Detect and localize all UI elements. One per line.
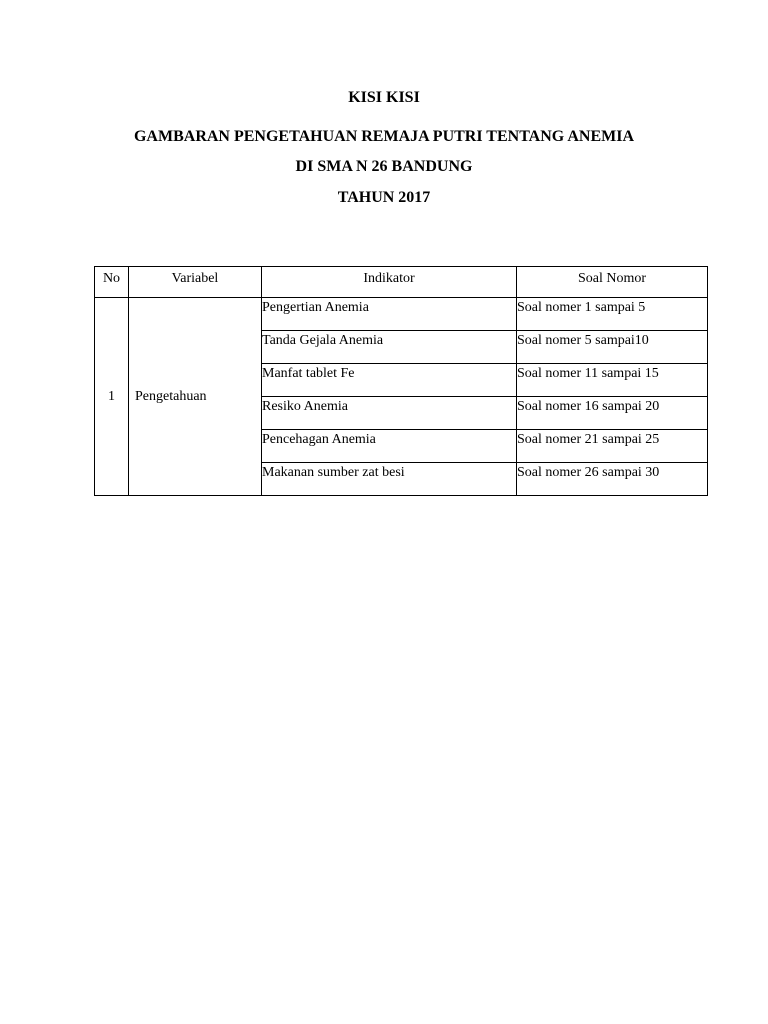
cell-soal-nomor: Soal nomer 5 sampai10: [517, 331, 708, 364]
column-header-variabel: Variabel: [129, 267, 262, 298]
cell-indikator: Pencehagan Anemia: [262, 430, 517, 463]
table-header-row: [95, 267, 708, 298]
cell-indikator: Makanan sumber zat besi: [262, 463, 517, 496]
column-header-soal-nomor: Soal Nomor: [517, 267, 708, 298]
cell-soal-nomor: Soal nomer 26 sampai 30: [517, 463, 708, 496]
cell-soal-nomor: Soal nomer 16 sampai 20: [517, 397, 708, 430]
cell-indikator: Resiko Anemia: [262, 397, 517, 430]
cell-indikator: Manfat tablet Fe: [262, 364, 517, 397]
cell-soal-nomor: Soal nomer 21 sampai 25: [517, 430, 708, 463]
document-year: TAHUN 2017: [337, 189, 431, 206]
column-header-indikator: Indikator: [262, 267, 517, 298]
cell-indikator: Pengertian Anemia: [262, 298, 517, 331]
document-title: KISI KISI: [348, 89, 420, 106]
cell-variabel: Pengetahuan: [129, 298, 262, 496]
column-header-no: No: [95, 267, 129, 298]
kisi-table: [94, 266, 708, 496]
cell-indikator: Tanda Gejala Anemia: [262, 331, 517, 364]
document-subtitle: GAMBARAN PENGETAHUAN REMAJA PUTRI TENTANG ANEMIA: [133, 128, 635, 145]
cell-soal-nomor: Soal nomer 1 sampai 5: [517, 298, 708, 331]
table-row: [95, 298, 708, 331]
cell-soal-nomor: Soal nomer 11 sampai 15: [517, 364, 708, 397]
cell-no: 1: [95, 298, 129, 496]
document-location: DI SMA N 26 BANDUNG: [295, 158, 473, 175]
